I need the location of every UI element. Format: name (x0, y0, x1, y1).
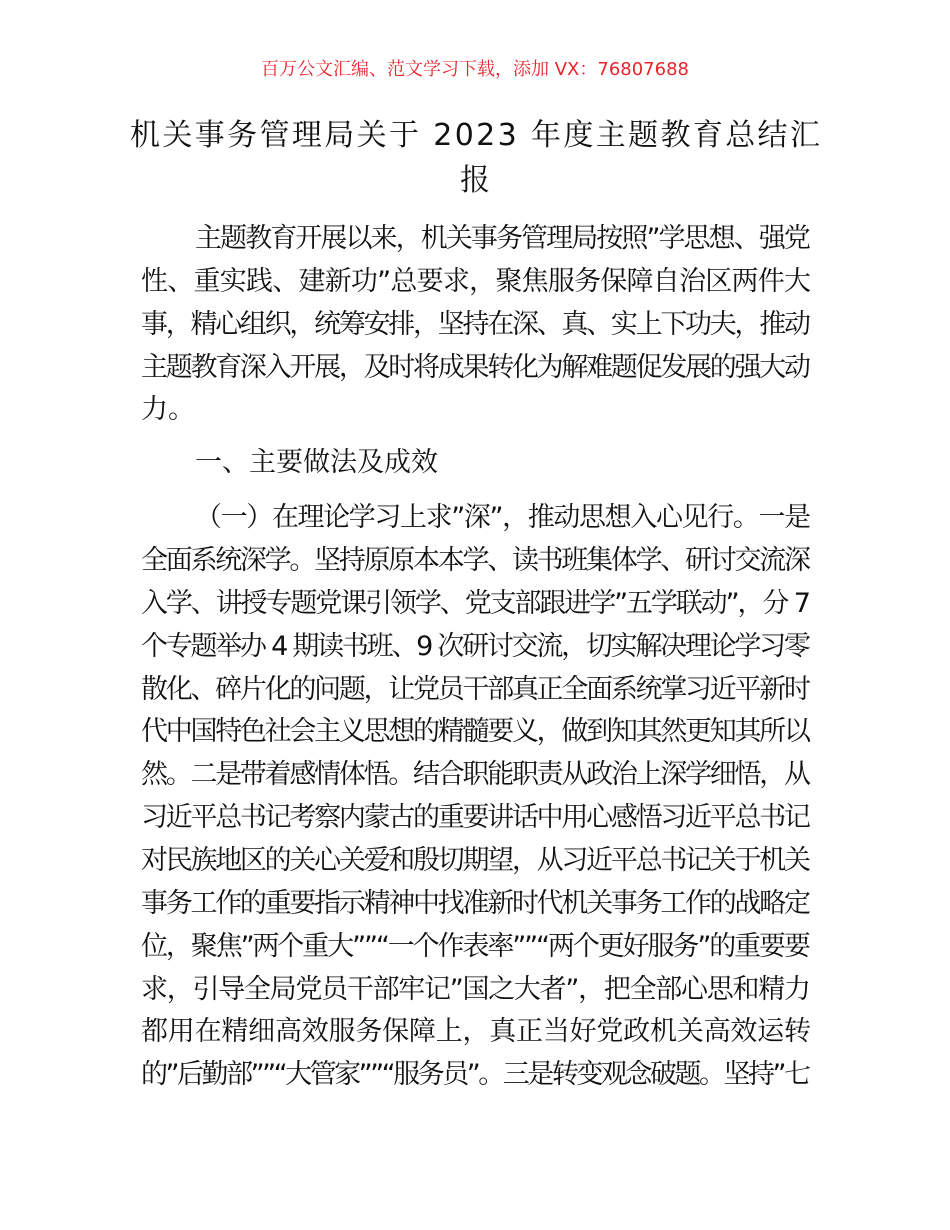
text-line: 位，聚焦”两个重大””“一个作表率””“两个更好服务”的重要要 (141, 930, 809, 962)
title-line: 机关事务管理局关于 2023 年度主题教育总结汇 (130, 118, 823, 153)
text-line: 个专题举办 4 期读书班、9 次研讨交流，切实解决理论学习零 (141, 630, 809, 662)
watermark-header: 百万公文汇编、范文学习下载，添加 VX：76807688 (261, 59, 689, 80)
text-line: 性、重实践、建新功”总要求，聚焦服务保障自治区两件大 (141, 265, 811, 297)
text-line: 都用在精细高效服务保障上，真正当好党政机关高效运转 (141, 1016, 811, 1048)
title-line: 报 (460, 163, 490, 198)
text-line: 力。 (141, 394, 195, 426)
section-heading (141, 442, 811, 485)
text-line: 全面系统深学。坚持原原本本学、读书班集体学、研讨交流深 (141, 545, 809, 577)
text-line: 对民族地区的关心关爱和殷切期望，从习近平总书记关于机关 (141, 845, 809, 877)
text-line: 入学、讲授专题党课引领学、党支部跟进学”五学联动”，分 7 (141, 587, 809, 619)
text-line: 事务工作的重要指示精神中找准新时代机关事务工作的战略定 (141, 887, 809, 919)
text-line: 主题教育开展以来，机关事务管理局按照”学思想、强党 (195, 223, 809, 254)
heading-text: 一、主要做法及成效 (195, 447, 438, 479)
paragraph-theory-study (141, 497, 811, 1097)
text-line: 代中国特色社会主义思想的精髓要义，做到知其然更知其所以 (141, 716, 809, 748)
text-line: 主题教育深入开展，及时将成果转化为解难题促发展的强大动 (141, 351, 809, 383)
text-line: 的”后勤部””“大管家””“服务员”。三是转变观念破题。坚持”七 (141, 1059, 809, 1091)
text-line: 散化、碎片化的问题，让党员干部真正全面系统掌习近平新时 (141, 673, 809, 705)
text-line: （一）在理论学习上求”深”，推动思想入心见行。一是 (195, 502, 810, 534)
document-title (130, 113, 823, 203)
paragraph-intro (141, 218, 811, 432)
text-line: 事，精心组织，统筹安排，坚持在深、真、实上下功夫，推动 (141, 308, 809, 340)
text-line: 求，引导全局党员干部牢记”国之大者”，把全部心思和精力 (141, 973, 810, 1005)
text-line: 习近平总书记考察内蒙古的重要讲话中用心感悟习近平总书记 (141, 802, 809, 834)
text-line: 然。二是带着感情体悟。结合职能职责从政治上深学细悟，从 (141, 759, 809, 791)
